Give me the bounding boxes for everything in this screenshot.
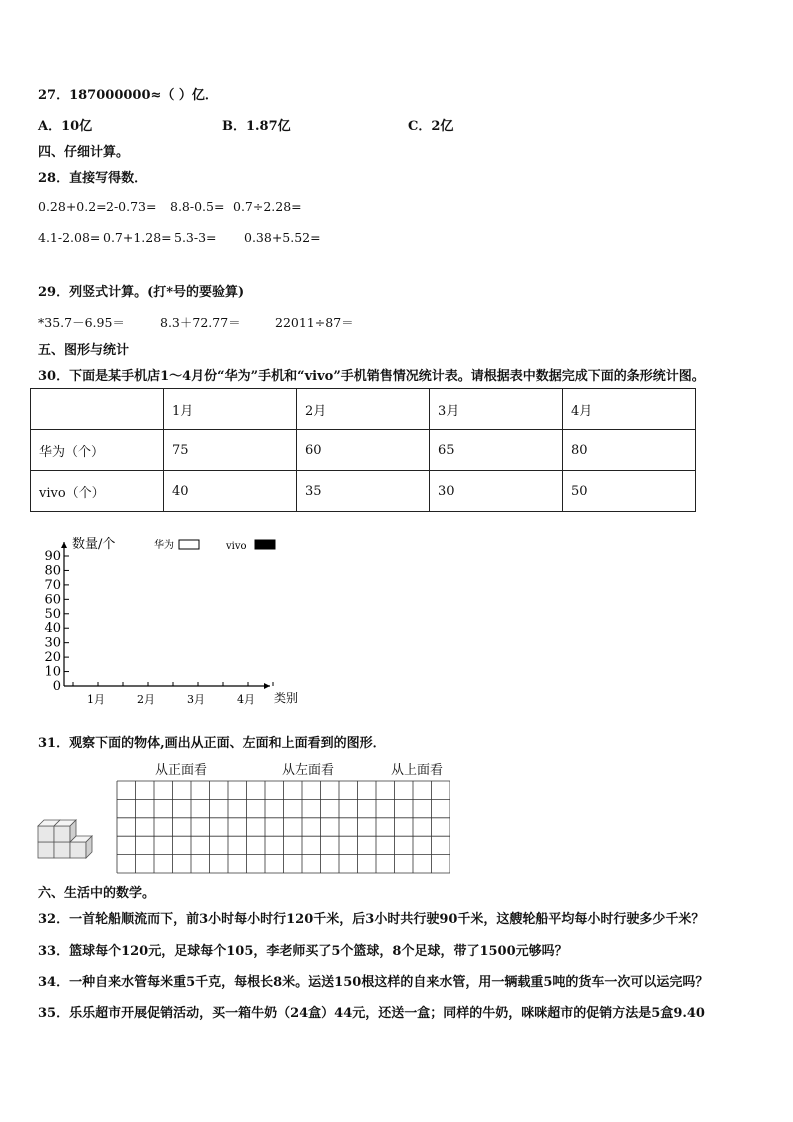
chart-y-ticks	[44, 549, 69, 694]
section-6-heading: 六、生活中的数学。	[38, 886, 156, 901]
cube-figure	[36, 818, 96, 862]
y-tick-label: 70	[44, 577, 61, 593]
table-row	[31, 471, 696, 512]
table-header-cell: 4月	[563, 389, 696, 430]
view-label-top: 从上面看	[391, 763, 444, 778]
y-tick-label: 30	[44, 635, 61, 651]
q27-option-a: A．10亿	[38, 119, 93, 134]
table-cell: 80	[563, 430, 696, 471]
q35-text: 35．乐乐超市开展促销活动，买一箱牛奶（24盒）44元，还送一盒；同样的牛奶，咪咪超市的促销方法是5盒9.40	[38, 1006, 705, 1021]
y-tick-label: 60	[44, 592, 61, 608]
q28-item: 0.28+0.2=	[38, 199, 107, 214]
q28-item: 0.7+1.28=	[103, 230, 172, 245]
bar-chart	[30, 528, 320, 710]
view-label-left: 从左面看	[282, 763, 335, 778]
chart-legend	[154, 538, 275, 552]
chart-y-axis-label: 数量/个	[72, 537, 116, 552]
q28-item: 2-0.73=	[106, 199, 157, 214]
table-cell	[31, 389, 164, 430]
table-cell: 60	[297, 430, 430, 471]
q29-item: 22011÷87＝	[275, 315, 354, 330]
table-cell: 40	[164, 471, 297, 512]
table-cell: 50	[563, 471, 696, 512]
y-tick-label: 40	[44, 621, 61, 637]
table-cell: 65	[430, 430, 563, 471]
view-label-front: 从正面看	[155, 763, 208, 778]
section-4-heading: 四、仔细计算。	[38, 145, 130, 160]
legend-label-huawei: 华为	[154, 540, 174, 551]
table-row-label: vivo（个）	[31, 471, 164, 512]
x-axis-arrow	[264, 683, 270, 689]
y-tick-label: 20	[44, 650, 61, 666]
y-tick-label: 80	[44, 563, 61, 579]
table-cell: 30	[430, 471, 563, 512]
q30-stem: 30．下面是某手机店1～4月份“华为”手机和“vivo”手机销售情况统计表。请根据表中数据完成下面的条形统计图。	[38, 369, 705, 384]
section-5-heading: 五、图形与统计	[38, 343, 130, 358]
x-tick-label: 1月	[87, 693, 105, 706]
y-tick-label: 90	[44, 549, 61, 564]
q27-option-b: B．1.87亿	[222, 119, 291, 134]
legend-swatch-huawei	[179, 540, 199, 549]
table-header-cell: 1月	[164, 389, 297, 430]
q28-item: 5.3-3=	[174, 230, 217, 245]
q32-text: 32．一首轮船顺流而下，前3小时每小时行120千米，后3小时共行驶90千米，这艘轮船平均每小时行驶多少千米？	[38, 912, 705, 927]
legend-swatch-vivo	[255, 540, 275, 549]
y-tick-label: 10	[44, 664, 61, 680]
q29-stem: 29．列竖式计算。(打*号的要验算)	[38, 285, 245, 300]
q27-stem: 27．187000000≈（ ）亿．	[38, 88, 218, 103]
q28-stem: 28．直接写得数．	[38, 171, 148, 186]
legend-label-vivo: vivo	[226, 541, 247, 552]
q29-item: *35.7－6.95＝	[38, 315, 125, 330]
table-row	[31, 389, 696, 430]
q28-item: 0.7÷2.28=	[233, 199, 302, 214]
q29-item: 8.3＋72.77＝	[160, 315, 241, 330]
q34-text: 34．一种自来水管每米重5千克，每根长8米。运送150根这样的自来水管，用一辆载重5吨的货车一次可以运完吗？	[38, 975, 709, 990]
x-tick-label: 3月	[187, 693, 205, 706]
table-cell: 75	[164, 430, 297, 471]
y-tick-label: 50	[44, 606, 61, 622]
table-header-cell: 3月	[430, 389, 563, 430]
table-row	[31, 430, 696, 471]
table-header-cell: 2月	[297, 389, 430, 430]
q28-item: 0.38+5.52=	[244, 230, 321, 245]
x-tick-label: 2月	[137, 693, 155, 706]
table-cell: 35	[297, 471, 430, 512]
chart-axes	[61, 542, 270, 689]
q28-item: 8.8-0.5=	[170, 199, 225, 214]
y-tick-label: 0	[52, 679, 61, 694]
chart-x-axis-label: 类别	[274, 691, 299, 705]
q27-option-c: C．2亿	[408, 119, 454, 134]
sales-table	[30, 388, 696, 512]
q28-item: 4.1-2.08=	[38, 230, 101, 245]
q33-text: 33．篮球每个120元，足球每个105，李老师买了5个篮球，8个足球，带了1500元够吗？	[38, 944, 568, 959]
x-tick-label: 4月	[237, 693, 255, 706]
drawing-grid	[116, 780, 450, 874]
q31-stem: 31．观察下面的物体,画出从正面、左面和上面看到的图形．	[38, 736, 386, 751]
y-axis-arrow	[61, 542, 67, 548]
table-row-label: 华为（个）	[31, 430, 164, 471]
